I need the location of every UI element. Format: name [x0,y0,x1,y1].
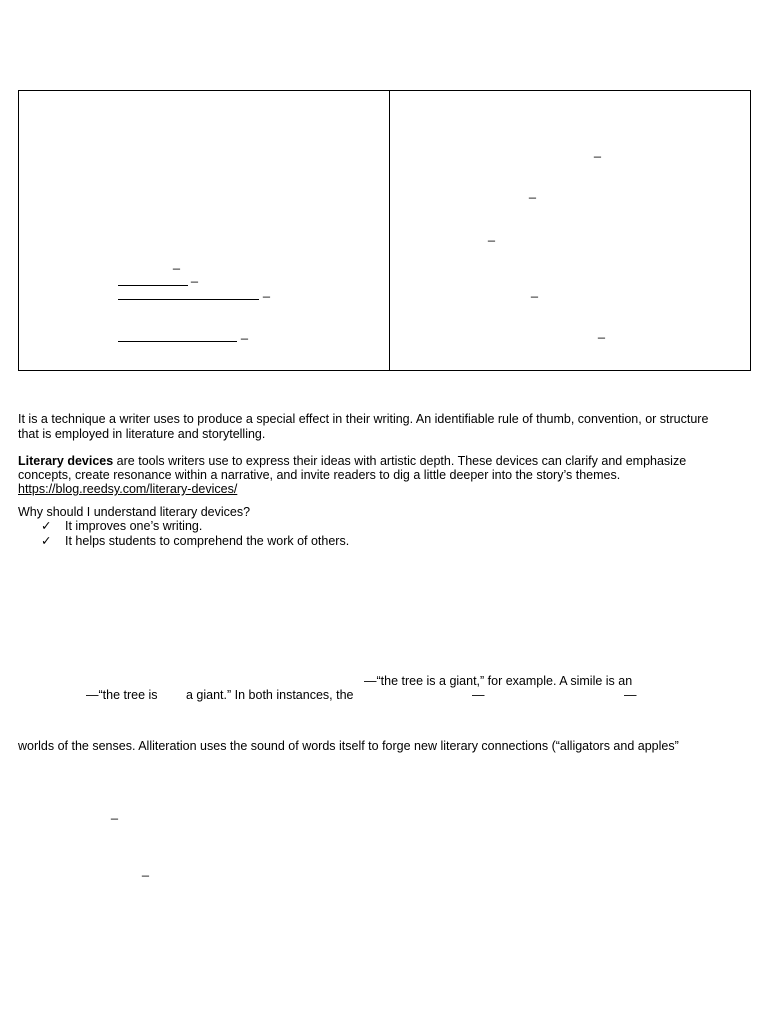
table-divider [389,90,390,371]
table-right-dash-2: _ [529,185,536,199]
literary-devices-line-2: concepts, create resonance within a narrative, and invite readers to dig a little deeper into the story’s themes. [18,468,621,482]
answer-blank-2[interactable] [118,299,259,300]
table-left-dash-2: _ [191,269,198,283]
why-item-1-text: It improves one’s writing. [65,519,203,533]
check-mark-icon: ✓ [41,534,52,548]
table-right-dash-4: _ [531,284,538,298]
why-question: Why should I understand literary devices? [18,505,251,519]
em-dash-1: — [472,688,485,702]
why-item-1 [41,519,202,534]
literary-devices-term: Literary devices [18,454,114,468]
table-right-dash-1: _ [594,144,601,158]
answer-blank-3[interactable] [118,341,237,342]
metaphor-fragment: —“the tree is a giant,” for example. A simile is an [364,674,633,688]
reedsy-source-link[interactable]: https://blog.reedsy.com/literary-devices/ [18,482,238,496]
table-right-dash-5: _ [598,325,605,339]
check-mark-icon: ✓ [41,519,52,533]
senses-fragment: worlds of the senses. Alliteration uses the sound of words itself to forge new literary connections (“alligators and apples” [18,739,679,753]
why-item-2-text: It helps students to comprehend the work of others. [65,534,350,548]
simile-fragment-b: a giant.” In both instances, the [186,688,354,702]
worksheet-table [18,90,751,371]
lower-dash-2: _ [142,863,149,877]
lower-dash-1: _ [111,806,118,820]
literary-devices-line-1 [18,454,686,469]
table-right-dash-3: _ [488,228,495,242]
literary-devices-description: are tools writers use to express their ideas with artistic depth. These devices can clarify and emphasize [113,454,687,468]
why-item-2 [41,534,349,549]
definition-line-2: that is employed in literature and storytelling. [18,427,266,441]
table-left-dash-4: _ [241,326,248,340]
answer-blank-1[interactable] [118,285,188,286]
em-dash-2: — [624,688,637,702]
table-left-dash-1: _ [173,256,180,270]
table-left-dash-3: _ [263,284,270,298]
definition-line-1: It is a technique a writer uses to produce a special effect in their writing. An identifiable rule of thumb, convention, or structure [18,412,709,426]
simile-fragment-a: —“the tree is [86,688,158,702]
